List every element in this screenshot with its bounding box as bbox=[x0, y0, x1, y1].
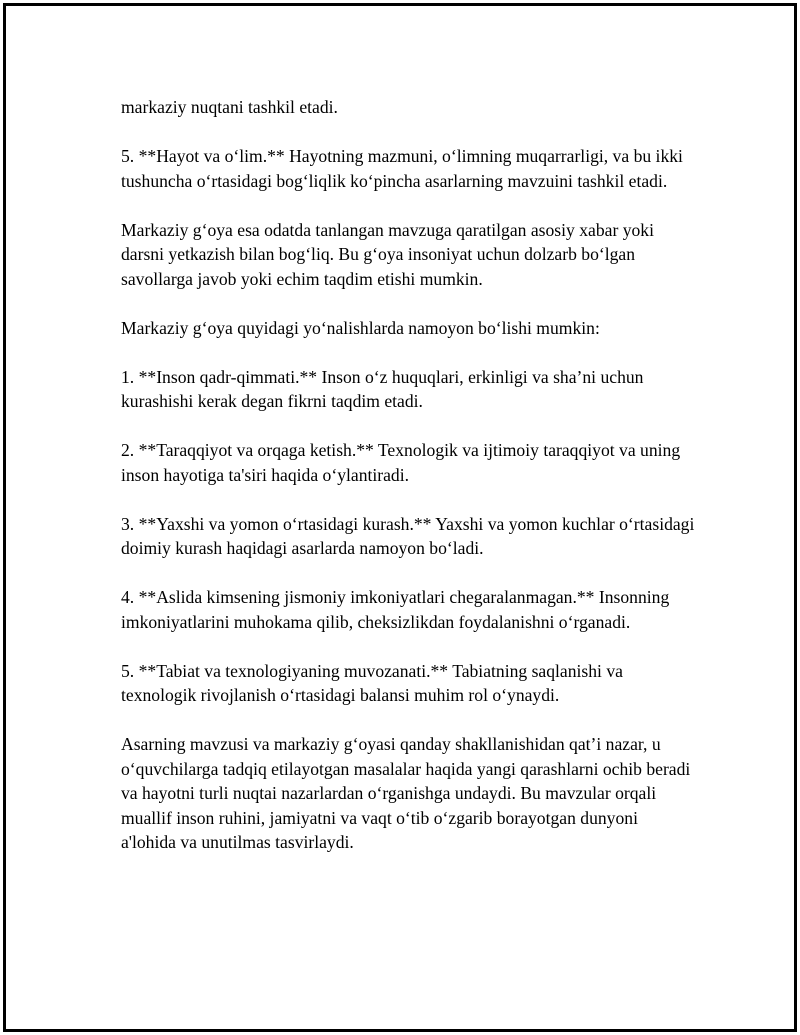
paragraph-list-item-abilities: 4. **Aslida kimsening jismoniy imkoniyatlari chegaralanmagan.** Insonning imkoniyatlarini muhokama qilib, cheksizlikdan foydalanishni o‘rganadi. bbox=[121, 587, 674, 632]
paragraph-conclusion: Asarning mavzusi va markaziy g‘oyasi qanday shakllanishidan qat’i nazar, u o‘quvchilarga tadqiq etilayotgan masalalar haqida yangi qarashlarni ochib beradi va hayotni turli nuqtai nazarlardan o‘rganishga undaydi. Bu mavzular orqali muallif inson ruhini, jamiyatni va vaqt o‘tib o‘zgarib borayotgan dunyoni a'lohida va unutilmas tasvirlaydi. bbox=[121, 734, 695, 852]
paragraph-list-item-progress: 2. **Taraqqiyot va orqaga ketish.** Texnologik va ijtimoiy taraqqiyot va uning inson hayotiga ta'siri haqida o‘ylantiradi. bbox=[121, 440, 685, 485]
page-frame bbox=[3, 3, 797, 1032]
paragraph-list-item-nature-tech: 5. **Tabiat va texnologiyaning muvozanati.** Tabiatning saqlanishi va texnologik rivojlanish o‘rtasidagi balansi muhim rol o‘ynaydi. bbox=[121, 660, 628, 705]
page-content bbox=[121, 95, 699, 855]
paragraph-list-item-life-death: 5. **Hayot va o‘lim.** Hayotning mazmuni, o‘limning muqarrarligi, va bu ikki tushuncha o‘rtasidagi bog‘liqlik ko‘pincha asarlarning mavzuini tashkil etadi. bbox=[121, 146, 688, 191]
paragraph-central-idea: Markaziy g‘oya esa odatda tanlangan mavzuga qaratilgan asosiy xabar yoki darsni yetkazish bilan bog‘liq. Bu g‘oya insoniyat uchun dolzarb bo‘lgan savollarga javob yoki echim taqdim etishi mumkin. bbox=[121, 219, 659, 289]
paragraph-list-item-good-evil: 3. **Yaxshi va yomon o‘rtasidagi kurash.** Yaxshi va yomon kuchlar o‘rtasidagi doimiy kurash haqidagi asarlarda namoyon bo‘ladi. bbox=[121, 513, 699, 558]
paragraph-list-item-dignity: 1. **Inson qadr-qimmati.** Inson o‘z huquqlari, erkinligi va sha’ni uchun kurashishi kerak degan fikrni taqdim etadi. bbox=[121, 366, 648, 411]
paragraph-directions-intro: Markaziy g‘oya quyidagi yo‘nalishlarda namoyon bo‘lishi mumkin: bbox=[121, 317, 600, 338]
paragraph-continuation: markaziy nuqtani tashkil etadi. bbox=[121, 97, 338, 117]
